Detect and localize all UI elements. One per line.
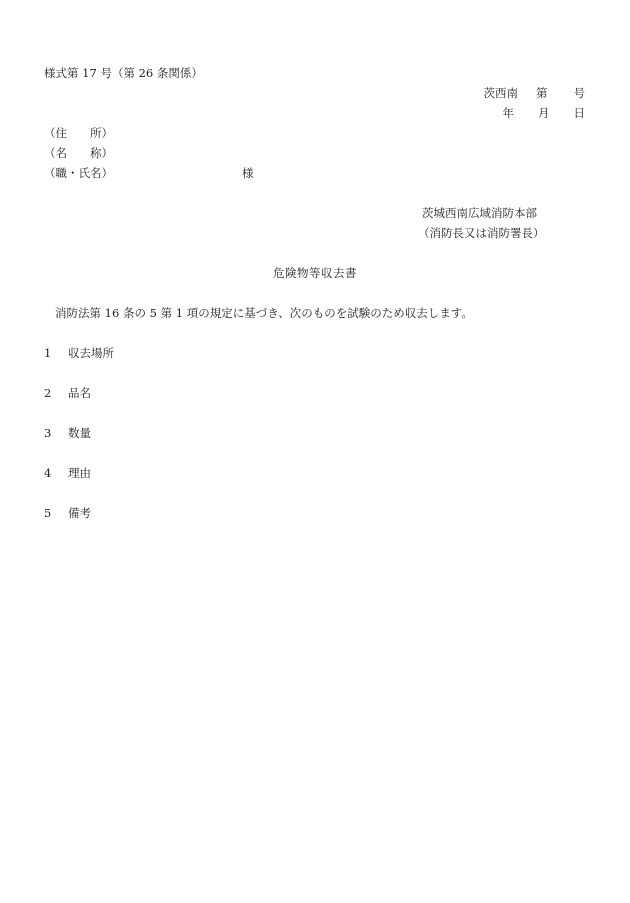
list-item [44,508,91,520]
recipient-person-label: （職・氏名） [44,166,113,180]
list-item [44,348,114,360]
item-label: 品名 [68,386,91,400]
recipient-honorific: 様 [242,166,254,180]
list-item [44,428,91,440]
doc-number-prefix: 茨西南 [483,86,518,100]
doc-number-dai: 第 [536,86,548,100]
item-number: 5 [44,506,52,520]
list-item [44,388,91,400]
item-label: 数量 [68,426,91,440]
document-title: 危険物等収去書 [273,266,357,280]
recipient-address-label: （住 所） [44,126,113,140]
item-number: 2 [44,386,52,400]
date-year: 年 [502,106,514,120]
doc-number-go: 号 [573,86,585,100]
item-label: 理由 [68,466,91,480]
list-item [44,468,91,480]
item-number: 4 [44,466,52,480]
item-number: 3 [44,426,52,440]
body-text: 消防法第 16 条の 5 第 1 項の規定に基づき、次のものを試験のため収去します。 [55,306,473,320]
recipient-name-label: （名 称） [44,146,113,160]
issue-date [503,108,586,120]
issuer-organization: 茨城西南広域消防本部 [422,206,537,220]
item-label: 備考 [68,506,91,520]
issuer-title: （消防長又は消防署長） [418,226,545,240]
date-month: 月 [538,106,550,120]
item-number: 1 [44,346,52,360]
date-day: 日 [573,106,585,120]
document-number [484,88,586,100]
item-label: 収去場所 [68,346,114,360]
form-number: 様式第 17 号（第 26 条関係） [44,66,203,80]
